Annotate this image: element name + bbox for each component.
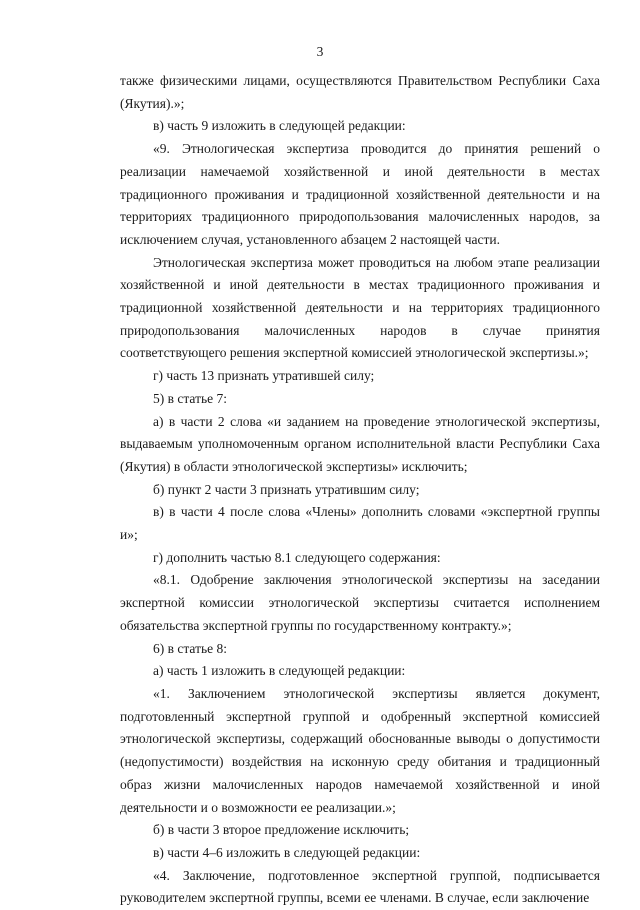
paragraph: а) часть 1 изложить в следующей редакции: bbox=[153, 663, 406, 679]
document-body bbox=[120, 70, 600, 910]
paragraph: б) в части 3 второе предложение исключить; bbox=[153, 822, 410, 838]
paragraph: а) в части 2 слова «и заданием на проведение этнологической экспертизы, выдаваемым уполномоченным органом исполнительной власти Республики Саха (Якутия) в области этнологической экспертизы» исключить; bbox=[120, 413, 600, 474]
paragraph: г) дополнить частью 8.1 следующего содержания: bbox=[153, 549, 441, 565]
paragraph: в) части 4–6 изложить в следующей редакции: bbox=[153, 844, 421, 860]
paragraph: «8.1. Одобрение заключения этнологической экспертизы на заседании экспертной комиссии этнологической экспертизы считается исполнением обязательства экспертной группы по государственному контракту.»; bbox=[120, 572, 600, 633]
paragraph: «4. Заключение, подготовленное экспертной группой, подписывается руководителем экспертной группы, всеми ее членами. В случае, если заключение bbox=[120, 867, 600, 906]
paragraph: Этнологическая экспертиза может проводиться на любом этапе реализации хозяйственной и иной деятельности в местах традиционного проживания и традиционной хозяйственной деятельности и на территориях традиционного природопользования малочисленных народов в случае принятия соответствующего решения экспертной комиссией этнологической экспертизы.»; bbox=[120, 254, 600, 361]
paragraph: в) в части 4 после слова «Члены» дополнить словами «экспертной группы и»; bbox=[120, 504, 600, 543]
paragraph: г) часть 13 признать утратившей силу; bbox=[153, 368, 375, 384]
paragraph: в) часть 9 изложить в следующей редакции: bbox=[153, 118, 406, 134]
page-number: 3 bbox=[316, 44, 324, 59]
paragraph: 6) в статье 8: bbox=[153, 640, 227, 656]
paragraph: 5) в статье 7: bbox=[153, 390, 227, 406]
paragraph: «1. Заключением этнологической экспертизы является документ, подготовленный экспертной группой и одобренный экспертной комиссией этнологической экспертизы, содержащий обоснованные выводы о допустимости (недопустимости) воздействия на исконную среду обитания и традиционный образ жизни малочисленных народов намечаемой хозяйственной и иной деятельности и о возможности ее реализации.»; bbox=[120, 685, 600, 815]
paragraph: «9. Этнологическая экспертиза проводится до принятия решений о реализации намечаемой хозяйственной и иной деятельности в местах традиционного проживания и традиционной хозяйственной деятельности и на территориях традиционного природопользования малочисленных народов, за исключением случая, установленного абзацем 2 настоящей части. bbox=[120, 141, 600, 247]
paragraph: также физическими лицами, осуществляются Правительством Республики Саха (Якутия).»; bbox=[120, 73, 600, 111]
paragraph: б) пункт 2 части 3 признать утратившим силу; bbox=[153, 481, 420, 497]
